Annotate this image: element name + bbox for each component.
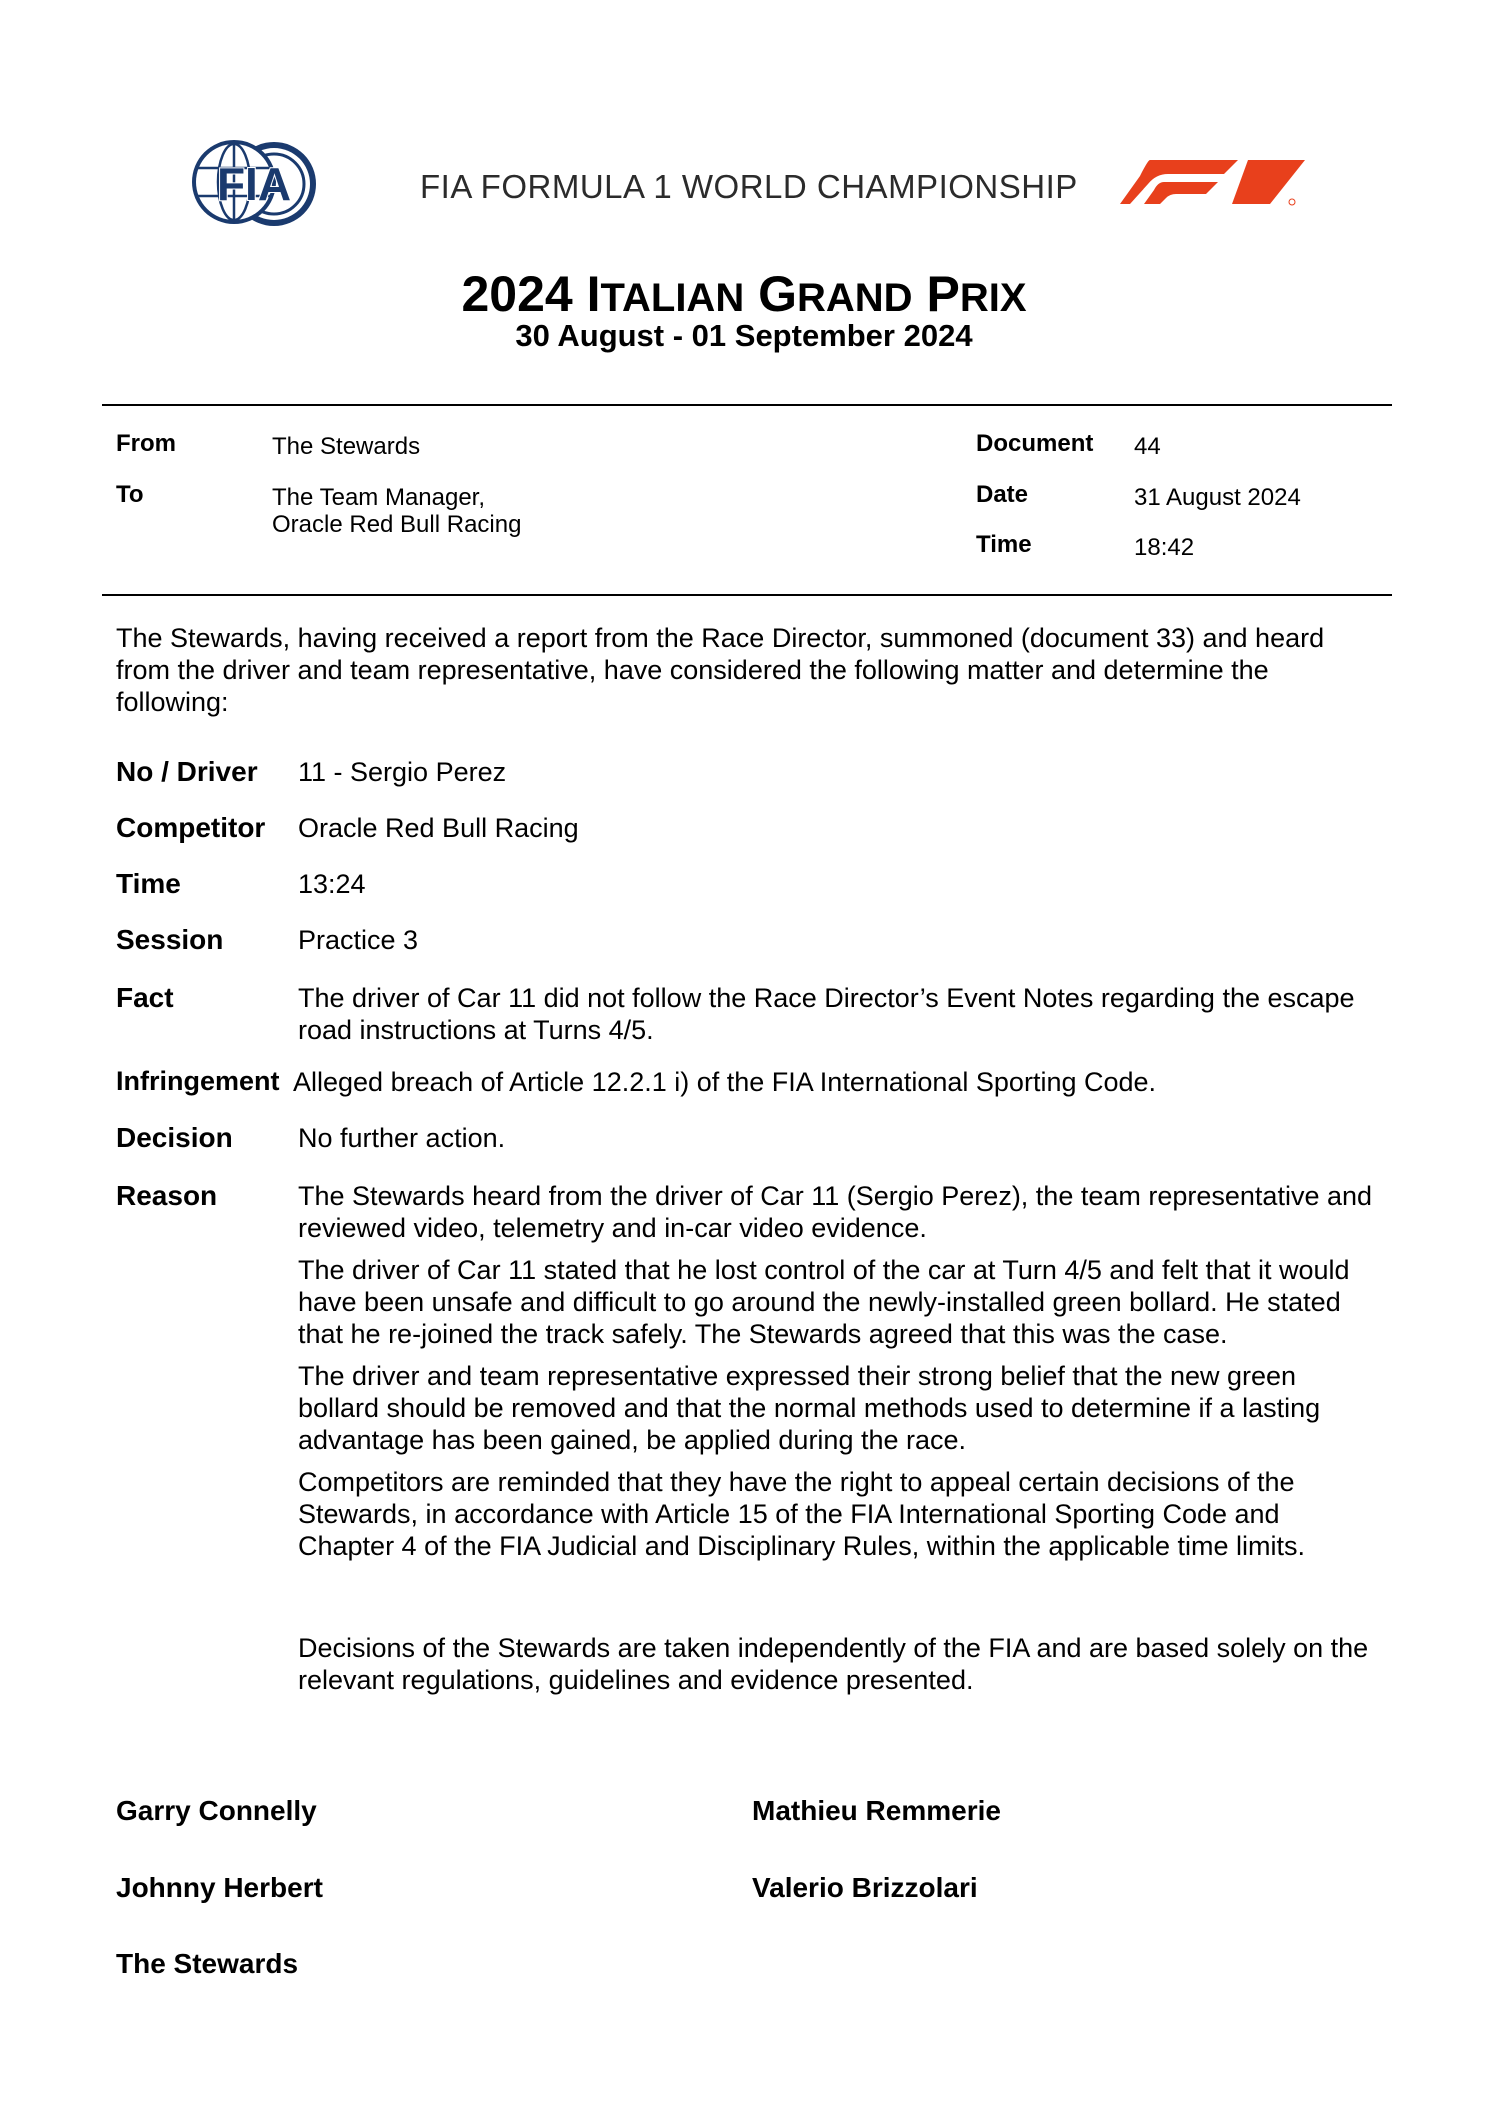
closing-statement: Decisions of the Stewards are taken independently of the FIA and are based solely on the relevant regulations, guidelines and evidence presented.: [298, 1633, 1369, 1695]
time-label: Time: [976, 531, 1032, 558]
divider-top: [102, 404, 1392, 406]
reason-paragraph: The Stewards heard from the driver of Car 11 (Sergio Perez), the team representative and reviewed video, telemetry and in-car video evidence.: [298, 1181, 1373, 1243]
f1-logo: [1120, 158, 1305, 208]
driver-value: 11 - Sergio Perez: [298, 757, 507, 787]
from-value: The Stewards: [272, 433, 421, 460]
from-label: From: [116, 430, 176, 457]
event-dates: 30 August - 01 September 2024: [515, 318, 973, 353]
championship-title: FIA FORMULA 1 WORLD CHAMPIONSHIP: [420, 168, 1078, 205]
infringement-label: Infringement: [116, 1066, 280, 1096]
date-label: Date: [976, 481, 1029, 508]
steward-name: Johnny Herbert: [116, 1872, 323, 1903]
reason-paragraph: Competitors are reminded that they have the right to appeal certain decisions of the Stewards, in accordance with Article 15 of the FIA International Sporting Code and Chapter 4 of the FIA Judicial and Disciplinary Rules, within the applicable time limits.: [298, 1467, 1305, 1561]
decision-value: No further action.: [298, 1123, 506, 1153]
session-value: Practice 3: [298, 925, 419, 955]
reason-paragraph: The driver and team representative expressed their strong belief that the new green bollard should be removed and that the normal methods used to determine if a lasting advantage has been gained, be applied during the race.: [298, 1361, 1321, 1455]
fia-logo: [190, 138, 318, 228]
decision-label: Decision: [116, 1122, 233, 1153]
time-value: 18:42: [1134, 534, 1195, 561]
session-time-value: 13:24: [298, 869, 366, 899]
divider-bottom: [102, 594, 1392, 596]
steward-name: Mathieu Remmerie: [752, 1795, 1001, 1826]
fact-label: Fact: [116, 982, 174, 1013]
to-value: [272, 484, 521, 538]
fact-value: The driver of Car 11 did not follow the Race Director’s Event Notes regarding the escape road instructions at Turns 4/5.: [298, 983, 1355, 1045]
session-label: Session: [116, 924, 224, 955]
fia-logo-text: FIA: [216, 158, 292, 210]
to-label: To: [116, 481, 144, 508]
reason-value: [298, 1180, 1378, 1572]
document-label: Document: [976, 430, 1094, 457]
intro-paragraph: The Stewards, having received a report from the Race Director, summoned (document 33) and heard from the driver and team representative, have considered the following matter and determine the following:: [116, 623, 1325, 717]
document-value: 44: [1134, 433, 1161, 460]
to-value-line-2: Oracle Red Bull Racing: [272, 511, 522, 538]
steward-name: Garry Connelly: [116, 1795, 317, 1826]
event-year: 2024: [461, 266, 573, 322]
steward-name: Valerio Brizzolari: [752, 1872, 978, 1903]
date-value: 31 August 2024: [1134, 484, 1301, 511]
to-value-line-1: The Team Manager,: [272, 484, 486, 511]
stewards-footer: The Stewards: [116, 1948, 299, 1979]
competitor-label: Competitor: [116, 812, 266, 843]
event-title-word-1: ITALIAN: [586, 266, 745, 322]
event-title-word-3: PRIX: [926, 266, 1027, 322]
session-time-label: Time: [116, 868, 181, 899]
reason-paragraph: The driver of Car 11 stated that he lost control of the car at Turn 4/5 and felt that it would have been unsafe and difficult to go around the newly-installed green bollard. He stated that he re-joined the track safely. The Stewards agreed that this was the case.: [298, 1255, 1350, 1349]
event-title: [0, 265, 1488, 323]
competitor-value: Oracle Red Bull Racing: [298, 813, 579, 843]
driver-label: No / Driver: [116, 756, 258, 787]
reason-label: Reason: [116, 1180, 218, 1211]
infringement-value: Alleged breach of Article 12.2.1 i) of the FIA International Sporting Code.: [293, 1067, 1157, 1097]
event-title-word-2: GRAND: [758, 266, 913, 322]
